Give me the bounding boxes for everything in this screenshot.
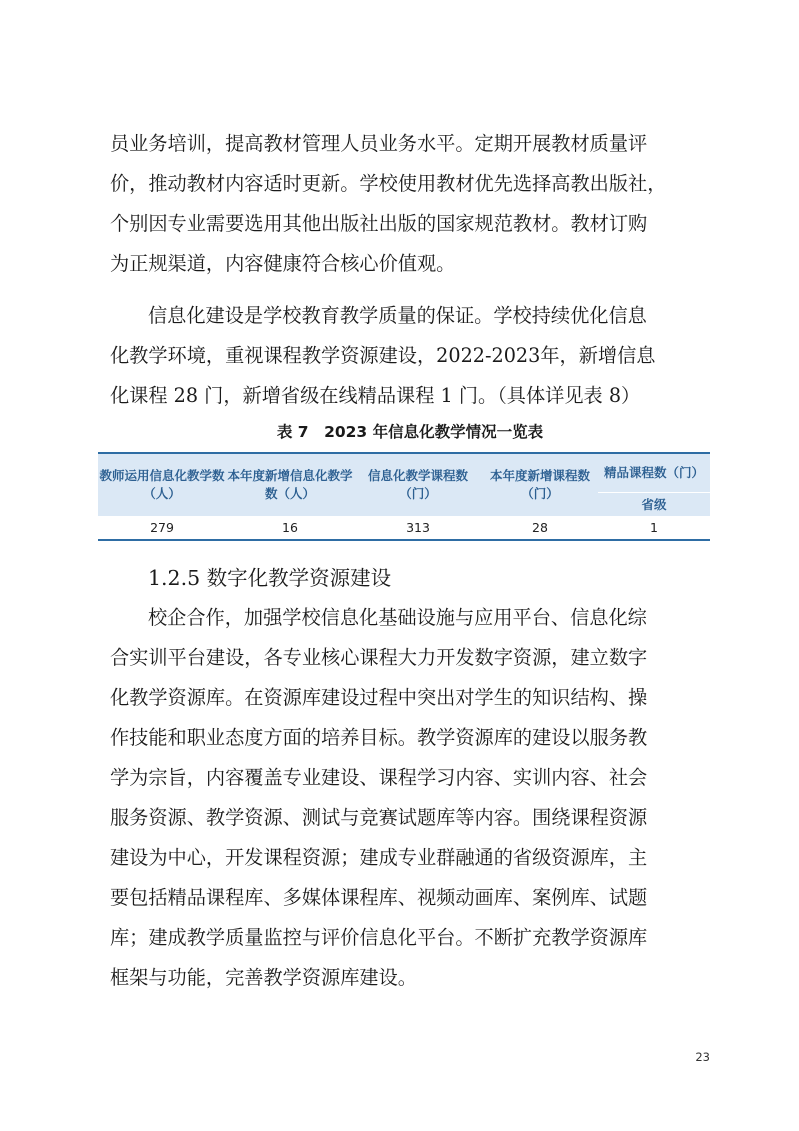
informatization-teaching-table (98, 452, 710, 541)
subheader-provincial: 省级 (598, 493, 710, 517)
header-courses: 信息化教学课程数（门） (354, 453, 482, 516)
text-line: 校企合作，加强学校信息化基础设施与应用平台、信息化综 (148, 606, 647, 629)
text-line: 为正规渠道，内容健康符合核心价值观。 (110, 252, 456, 275)
cell-new-teachers: 16 (226, 516, 354, 540)
text-line: 学为宗旨，内容覆盖专业建设、课程学习内容、实训内容、社会 (110, 766, 648, 789)
table-row (98, 516, 710, 540)
paragraph-informatization (110, 296, 710, 416)
cell-new-courses: 28 (482, 516, 598, 540)
text-line: 化教学环境，重视课程教学资源建设，2022-2023年，新增信息 (110, 344, 656, 367)
text-line: 个别因专业需要选用其他出版社出版的国家规范教材。教材订购 (110, 212, 648, 235)
cell-teachers-using: 279 (98, 516, 226, 540)
header-new-courses: 本年度新增课程数（门） (482, 453, 598, 516)
text-line: 库；建成教学质量监控与评价信息化平台。不断扩充教学资源库 (110, 926, 648, 949)
text-line: 合实训平台建设，各专业核心课程大力开发数字资源，建立数字 (110, 646, 648, 669)
header-teachers-using: 教师运用信息化教学数（人） (98, 453, 226, 516)
text-line: 员业务培训，提高教材管理人员业务水平。定期开展教材质量评 (110, 132, 648, 155)
header-new-teachers: 本年度新增信息化教学数（人） (226, 453, 354, 516)
paragraph-digital-resources (110, 598, 710, 998)
header-quality-courses: 精品课程数（门） (598, 453, 710, 493)
text-line: 化教学资源库。在资源库建设过程中突出对学生的知识结构、操 (110, 686, 648, 709)
cell-courses: 313 (354, 516, 482, 540)
text-line: 服务资源、教学资源、测试与竞赛试题库等内容。围绕课程资源 (110, 806, 648, 829)
text-line: 作技能和职业态度方面的培养目标。教学资源库的建设以服务教 (110, 726, 648, 749)
paragraph-textbook-management (110, 124, 710, 284)
text-line: 信息化建设是学校教育教学质量的保证。学校持续优化信息 (148, 304, 647, 327)
text-line: 价，推动教材内容适时更新。学校使用教材优先选择高教出版社， (110, 172, 667, 195)
section-heading: 1.2.5 数字化教学资源建设 (148, 566, 392, 590)
text-line: 建设为中心，开发课程资源；建成专业群融通的省级资源库，主 (110, 846, 648, 869)
text-line: 要包括精品课程库、多媒体课程库、视频动画库、案例库、试题 (110, 886, 648, 909)
cell-provincial: 1 (598, 516, 710, 540)
text-line: 框架与功能，完善教学资源库建设。 (110, 966, 417, 989)
table-caption: 表 7 2023 年信息化教学情况一览表 (276, 423, 544, 441)
text-line: 化课程 28 门，新增省级在线精品课程 1 门。（具体详见表 8） (110, 384, 641, 407)
page-number: 23 (695, 1050, 710, 1064)
